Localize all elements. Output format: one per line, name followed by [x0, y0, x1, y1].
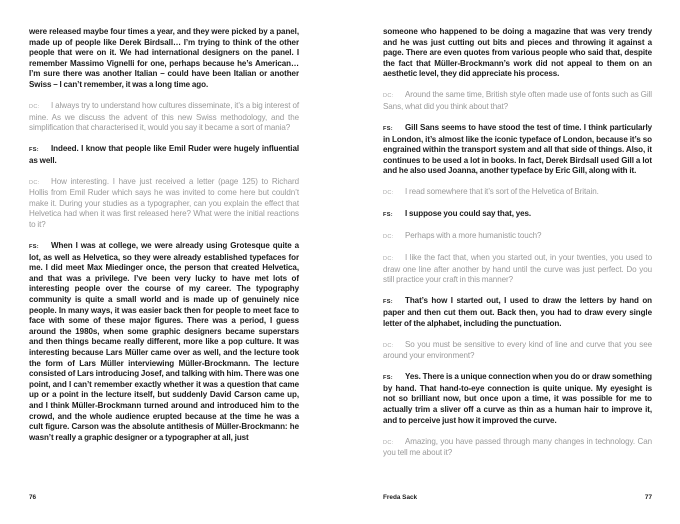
speaker-label: FS: [383, 212, 393, 219]
right-text-column [383, 27, 652, 459]
paragraph-text: Indeed. I know that people like Emil Ruder were hugely influential as well. [29, 144, 299, 165]
speaker-label: DC: [29, 103, 40, 110]
answer-paragraph [383, 372, 652, 426]
paragraph-continuation [383, 27, 652, 80]
question-paragraph [383, 231, 652, 243]
paragraph-text: Amazing, you have passed through many changes in technology. Can you tell me about it? [383, 436, 652, 458]
paragraph-text: were released maybe four times a year, and they were picked by a panel, made up of people like Derek Birdsall… I’m trying to think of the other people that were on it. We had international designers on the panel. I remember Massimo Vignelli for one, perhaps because he’s American… I’m sure there was another Italian – could have been Italian or another Swiss – I can’t remember, it was a long time ago. [29, 27, 299, 89]
paragraph-text: That’s how I started out, I used to draw the letters by hand on paper and then cut them out. Back then, you had to draw every single letter of the alphabet, including the punctuation. [383, 296, 652, 328]
paragraph-text: So you must be sensitive to every kind of line and curve that you see around your environment? [383, 339, 652, 361]
right-page [340, 0, 680, 524]
question-paragraph [29, 101, 299, 134]
paragraph-text: When I was at college, we were already using Grotesque quite a lot, as well as Helvetica, so they were already established typefaces for me. I did meet Max Miedinger once, the person that created Helvetica, and that was a privilege. I’ve been very lucky to have met lots of interesting people over the course of my career. The typography community is quite a small world and is made up of genuinely nice people. In many ways, it was easier back then for people to meet face to face with some of these major figures. There was a period, I guess around the 1980s, when some graphic designers became superstars and then things became really different, more like a pop culture. It was interesting because Lars Müller came over as well, and the lecture took the form of Lars Müller interviewing Müller-Brockmann. The lecture consisted of Lars introducing Josef, and talking with him. There was one point, and I can’t remember exactly whether it was a question that came up or a point in the lecture itself, but suddenly David Carson came up, and I think Müller-Brockmann turned around and introduced him to the crowd, and the whole audience erupted because at the time he was a cult figure. Carson was the absolute antithesis of Müller-Brockmann: he wasn’t really a graphic designer or a typographer at all, just [29, 241, 299, 442]
paragraph-text: someone who happened to be doing a magazine that was very trendy and he was just cutting out bits and pieces and throwing it against a page. There are even quotes from various people who said that, despite the fact that Müller-Brockmann’s work did not appeal to them on an aesthetic level, they did appreciate his process. [383, 27, 652, 79]
speaker-label: DC: [383, 342, 394, 349]
speaker-label: FS: [29, 244, 39, 251]
running-head: Freda Sack [383, 494, 418, 501]
paragraph-text: I like the fact that, when you started out, in your twenties, you used to draw one line after another by hand until the curve was just perfect. Do you still practice your craft in this manner? [383, 253, 652, 285]
question-paragraph [383, 253, 652, 286]
paragraph-text: I always try to understand how cultures disseminate, it’s a big interest of mine. As we discuss the advent of this new Swiss methodology, and the simplification that characterised it, would you say it became a sort of mania? [29, 100, 299, 133]
paragraph-text: I suppose you could say that, yes. [405, 209, 532, 219]
speaker-label: DC: [383, 439, 394, 446]
right-page-footer [383, 480, 652, 502]
speaker-label: FS: [29, 147, 39, 154]
speaker-label: DC: [29, 179, 40, 186]
speaker-label: DC: [383, 93, 394, 100]
question-paragraph [383, 90, 652, 112]
speaker-label: DC: [383, 190, 394, 197]
speaker-label: FS: [383, 299, 393, 306]
paragraph-text: I read somewhere that it’s sort of the Helvetica of Britain. [405, 187, 599, 197]
paragraph-text: Gill Sans seems to have stood the test of time. I think particularly in London, it’s almost like the iconic typeface of London, because it’s so engrained within the transport system and all that side of things. Also, it continues to be used a lot in books. In fact, Derek Birdsall used Gill a lot and he also used Joanna, another typeface by Eric Gill, along with it. [383, 122, 652, 176]
paragraph-text: Perhaps with a more humanistic touch? [405, 231, 542, 241]
question-paragraph [383, 340, 652, 362]
paragraph-continuation [29, 27, 299, 91]
paragraph-text: Yes. There is a unique connection when you do or draw something by hand. That hand-to-eye connection is quite unique. My eyesight is not so brilliant now, but once upon a time, it was possible for me to actually trim a sliver off a curve as thin as a human hair to improve it, and to perceive just how it improved the curve. [383, 372, 652, 425]
speaker-label: DC: [383, 234, 394, 241]
page-number: 77 [644, 494, 652, 501]
left-text-column [29, 27, 299, 443]
paragraph-text: Around the same time, British style often made use of fonts such as Gill Sans, what did you think about that? [383, 90, 652, 111]
paragraph-text: How interesting. I have just received a letter (page 125) to Richard Hollis from Emil Ruder which says he was invited to come here but couldn’t make it. During your studies as a typographer, can you explain the effect that Helvetica had when it was first released here? What were the initial reactions to it? [29, 176, 299, 230]
speaker-label: FS: [383, 125, 393, 132]
left-page-footer [29, 480, 299, 502]
answer-paragraph [383, 209, 652, 221]
answer-paragraph [29, 241, 299, 443]
question-paragraph [383, 187, 652, 199]
page-number: 76 [29, 494, 37, 501]
speaker-label: FS: [383, 375, 393, 382]
question-paragraph [383, 437, 652, 459]
answer-paragraph [29, 144, 299, 166]
question-paragraph [29, 177, 299, 231]
answer-paragraph [383, 296, 652, 329]
answer-paragraph [383, 123, 652, 177]
speaker-label: DC: [383, 256, 394, 263]
